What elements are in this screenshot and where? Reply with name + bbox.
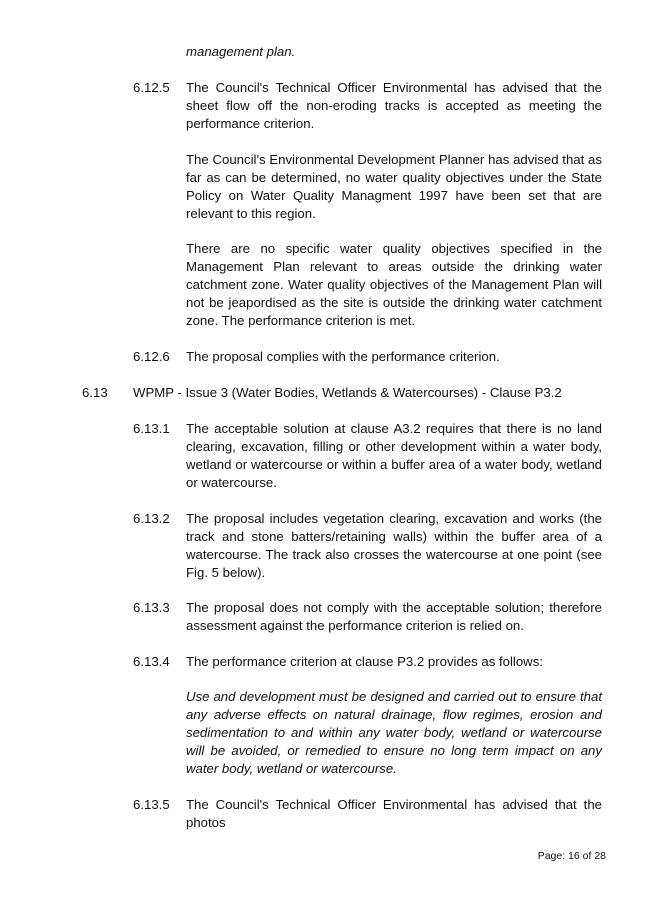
section-6-13-3-text: The proposal does not comply with the acceptable solution; therefore assessment against the performance criterion is relied on. — [186, 600, 602, 633]
section-number-6-13: 6.13 — [82, 385, 108, 400]
section-6-12-6-text: The proposal complies with the performance criterion. — [186, 349, 500, 364]
section-number-6-13-1: 6.13.1 — [133, 421, 170, 436]
section-number-6-12-5: 6.12.5 — [133, 80, 170, 95]
section-6-12-5-paragraph-3: There are no specific water quality objectives specified in the Management Plan relevant to areas outside the drinking water catchment zone. Water quality objectives of the Management Plan will not be jeapordised as the site is outside the drinking water catchment zone. The performance criterion is met. — [186, 241, 602, 328]
section-6-13-4-quote: Use and development must be designed and carried out to ensure that any adverse effects on natural drainage, flow regimes, erosion and sedimentation to and within any water body, wetland or watercourse will be avoided, or remedied to ensure no long term impact on any water body, wetland or watercourse. — [186, 689, 602, 776]
section-6-13-2-text: The proposal includes vegetation clearing, excavation and works (the track and stone batters/retaining walls) within the buffer area of a watercourse. The track also crosses the watercourse at one point (see Fig. 5 below). — [186, 511, 602, 580]
section-number-6-13-2: 6.13.2 — [133, 511, 170, 526]
section-6-12-5-paragraph-2: The Council's Environmental Development Planner has advised that as far as can be determined, no water quality objectives under the State Policy on Water Quality Managment 1997 have been set that are relevant to this region. — [186, 152, 602, 221]
section-6-13-1-text: The acceptable solution at clause A3.2 requires that there is no land clearing, excavation, filling or other development within a water body, wetland or watercourse or within a buffer area of a water body, wetland or watercourse. — [186, 421, 602, 490]
section-6-13-4-text: The performance criterion at clause P3.2 provides as follows: — [186, 654, 543, 669]
page-number: Page: 16 of 28 — [537, 850, 606, 862]
section-6-12-5-paragraph-1: The Council's Technical Officer Environmental has advised that the sheet flow off the non-eroding tracks is accepted as meeting the performance criterion. — [186, 80, 602, 131]
top-fragment-text: management plan. — [186, 44, 296, 59]
section-6-13-heading: WPMP - Issue 3 (Water Bodies, Wetlands & Watercourses) - Clause P3.2 — [133, 385, 562, 400]
section-number-6-13-4: 6.13.4 — [133, 654, 170, 669]
section-6-13-5-text: The Council's Technical Officer Environmental has advised that the photos — [186, 797, 602, 830]
section-number-6-13-3: 6.13.3 — [133, 600, 170, 615]
section-number-6-13-5: 6.13.5 — [133, 797, 170, 812]
section-number-6-12-6: 6.12.6 — [133, 349, 170, 364]
